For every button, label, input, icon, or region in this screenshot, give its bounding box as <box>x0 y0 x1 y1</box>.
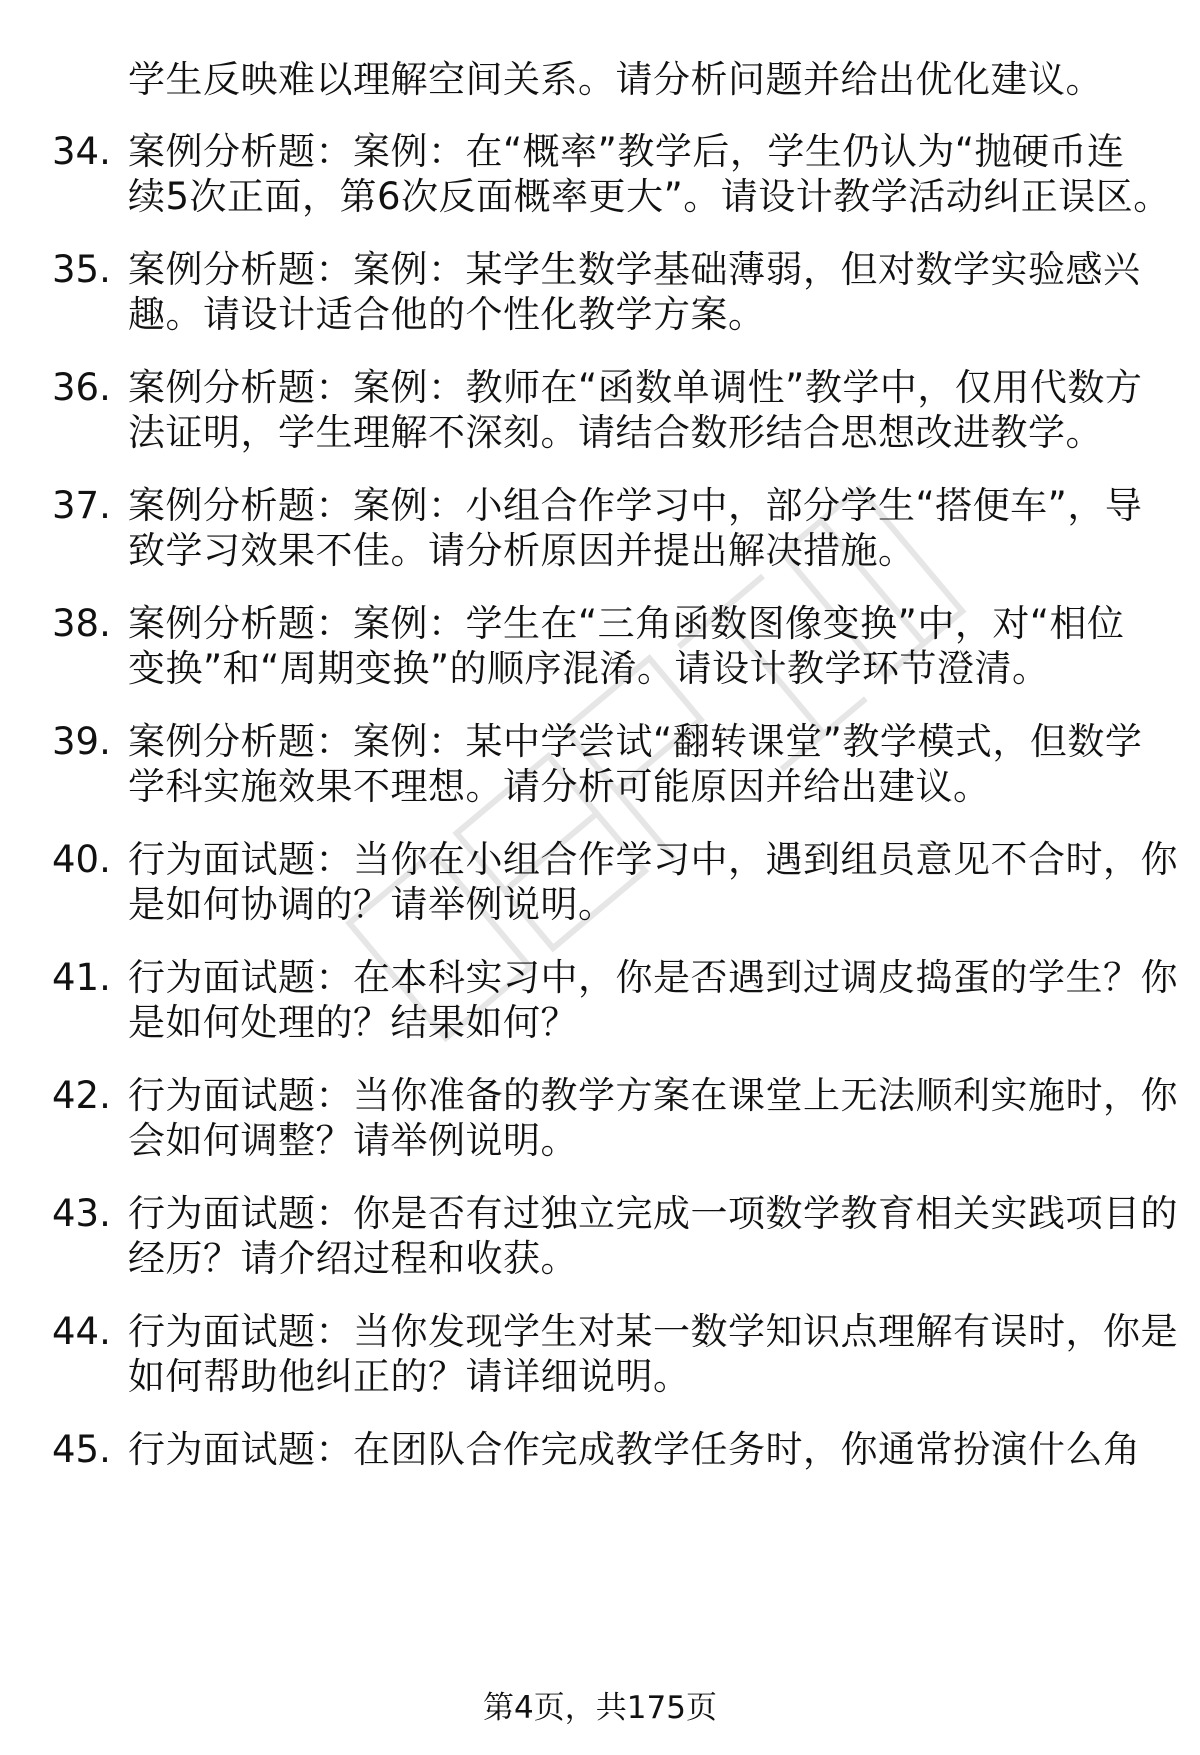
question-text-line1: 行为面试题：在本科实习中，你是否遇到过调皮捣蛋的学生？你 <box>128 956 1178 999</box>
question-number: 35. <box>52 248 111 291</box>
question-text-line1: 案例分析题：案例：小组合作学习中，部分学生“搭便车”，导 <box>128 484 1143 527</box>
question-text-line2: 是如何处理的？结果如何？ <box>128 1001 578 1044</box>
question-text-line2: 会如何调整？请举例说明。 <box>128 1119 578 1162</box>
page-footer: 第4页，共175页 <box>483 1690 717 1726</box>
question-text-line2: 经历？请介绍过程和收获。 <box>128 1237 578 1280</box>
question-text-line2: 如何帮助他纠正的？请详细说明。 <box>128 1355 691 1398</box>
question-text-line1: 行为面试题：当你在小组合作学习中，遇到组员意见不合时，你 <box>128 838 1178 881</box>
question-number: 36. <box>52 366 111 409</box>
question-text-line1: 行为面试题：在团队合作完成教学任务时，你通常扮演什么角 <box>128 1428 1141 1471</box>
question-text-line2: 是如何协调的？请举例说明。 <box>128 883 616 926</box>
question-number: 44. <box>52 1310 111 1353</box>
question-number: 43. <box>52 1192 111 1235</box>
question-number: 40. <box>52 838 111 881</box>
question-text-line2: 致学习效果不佳。请分析原因并提出解决措施。 <box>128 529 916 572</box>
question-text-line1: 行为面试题：当你准备的教学方案在课堂上无法顺利实施时，你 <box>128 1074 1178 1117</box>
question-text-line2: 变换”和“周期变换”的顺序混淆。请设计教学环节澄清。 <box>128 647 1050 690</box>
question-text-line1: 案例分析题：案例：学生在“三角函数图像变换”中，对“相位 <box>128 602 1125 645</box>
question-number: 38. <box>52 602 111 645</box>
question-number: 34. <box>52 130 111 173</box>
question-number: 39. <box>52 720 111 763</box>
question-text-line2: 法证明，学生理解不深刻。请结合数形结合思想改进教学。 <box>128 411 1103 454</box>
question-text-line1: 行为面试题：你是否有过独立完成一项数学教育相关实践项目的 <box>128 1192 1178 1235</box>
question-text-line1: 案例分析题：案例：教师在“函数单调性”教学中，仅用代数方 <box>128 366 1143 409</box>
question-text-line1: 案例分析题：案例：某中学尝试“翻转课堂”教学模式，但数学 <box>128 720 1143 763</box>
question-number: 45. <box>52 1428 111 1471</box>
question-text-line1: 案例分析题：案例：某学生数学基础薄弱，但对数学实验感兴 <box>128 248 1141 291</box>
question-number: 42. <box>52 1074 111 1117</box>
continuation-line: 学生反映难以理解空间关系。请分析问题并给出优化建议。 <box>128 58 1103 101</box>
question-text-line2: 续5次正面，第6次反面概率更大”。请设计教学活动纠正误区。 <box>128 175 1171 218</box>
question-text-line1: 案例分析题：案例：在“概率”教学后，学生仍认为“抛硬币连 <box>128 130 1125 173</box>
question-number: 41. <box>52 956 111 999</box>
question-text-line2: 趣。请设计适合他的个性化教学方案。 <box>128 293 766 336</box>
question-text-line1: 行为面试题：当你发现学生对某一数学知识点理解有误时，你是 <box>128 1310 1178 1353</box>
question-number: 37. <box>52 484 111 527</box>
question-text-line2: 学科实施效果不理想。请分析可能原因并给出建议。 <box>128 765 991 808</box>
